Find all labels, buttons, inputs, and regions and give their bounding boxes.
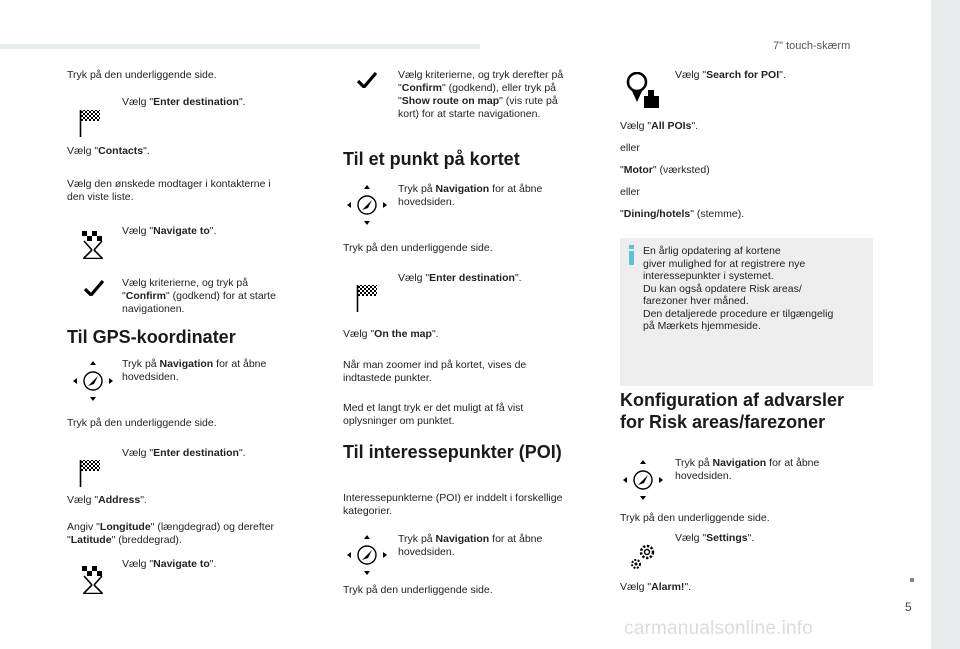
instruction-text: Tryk på den underliggende side. — [67, 69, 217, 81]
checkmark-icon — [357, 72, 377, 88]
step-enter-destination: Vælg "Enter destination". — [398, 272, 522, 284]
step-confirm-or-show-route: Vælg kriterierne, og tryk derefter på "Confirm" (godkend), eller tryk på "Show route on map" (vis rute på kort) for at starte navigationen. — [398, 69, 564, 120]
navigation-arrows-icon — [622, 459, 664, 501]
step-tap-navigation: Tryk på Navigation for at åbne hovedsiden. — [675, 457, 820, 482]
navigation-arrows-icon — [72, 360, 114, 402]
step-confirm: Vælg kriterierne, og tryk på "Confirm" (godkend) for at starte navigationen. — [122, 277, 276, 315]
heading-point-on-map: Til et punkt på kortet — [343, 149, 520, 169]
navigation-arrows-icon — [346, 184, 388, 226]
page-marker — [910, 578, 914, 582]
step-alarm: Vælg "Alarm!". — [620, 581, 692, 593]
checkmark-icon — [84, 280, 104, 296]
header-rule — [0, 44, 480, 49]
heading-gps-coordinates: Til GPS-koordinater — [67, 327, 236, 347]
instruction-text: Tryk på den underliggende side. — [67, 417, 217, 429]
instruction-text: Interessepunkterne (POI) er inddelt i forskellige kategorier. — [343, 492, 563, 517]
step-navigate-to: Vælg "Navigate to". — [122, 225, 217, 237]
instruction-text: Tryk på den underliggende side. — [620, 512, 770, 524]
checkered-flag-icon — [356, 284, 378, 312]
step-longitude-latitude: Angiv "Longitude" (længdegrad) og derefter "Latitude" (breddegrad). — [67, 521, 275, 546]
step-all-pois: Vælg "All POIs". — [620, 120, 699, 132]
instruction-text: Tryk på den underliggende side. — [343, 584, 493, 596]
checkered-flag-icon — [79, 459, 101, 487]
step-contacts: Vælg "Contacts". — [67, 145, 150, 157]
step-enter-destination: Vælg "Enter destination". — [122, 96, 246, 108]
checkered-flag-icon — [79, 109, 101, 137]
hourglass-icon — [81, 231, 105, 259]
heading-poi: Til interessepunkter (POI) — [343, 442, 562, 462]
step-tap-navigation: Tryk på Navigation for at åbne hovedsiden. — [398, 533, 543, 558]
instruction-text: Tryk på den underliggende side. — [343, 242, 493, 254]
poi-search-icon — [624, 72, 660, 110]
info-icon — [629, 245, 634, 265]
step-settings: Vælg "Settings". — [675, 532, 755, 544]
info-note-text: En årlig opdatering af kortene giver mulighed for at registrere nye interessepunkter i systemet. Du kan også opdatere Risk areas/ farezoner hver måned. Den detaljerede procedure er tilgængelig på Mærkets hjemmeside. — [643, 245, 834, 332]
step-tap-navigation: Tryk på Navigation for at åbne hovedsiden. — [122, 358, 267, 383]
step-motor: "Motor" (værksted) — [620, 164, 710, 176]
step-enter-destination: Vælg "Enter destination". — [122, 447, 246, 459]
instruction-text: Med et langt tryk er det muligt at få vist oplysninger om punktet. — [343, 402, 524, 427]
step-dining-hotels: "Dining/hotels" (stemme). — [620, 208, 745, 220]
gears-icon — [629, 541, 659, 571]
step-address: Vælg "Address". — [67, 494, 147, 506]
heading-risk-areas-config: Konfiguration af advarsler for Risk areas/farezoner — [620, 390, 845, 432]
navigation-arrows-icon — [346, 534, 388, 576]
step-on-the-map: Vælg "On the map". — [343, 328, 439, 340]
side-tab — [931, 0, 960, 649]
instruction-text: Når man zoomer ind på kortet, vises de indtastede punkter. — [343, 359, 527, 384]
step-tap-navigation: Tryk på Navigation for at åbne hovedsiden. — [398, 183, 543, 208]
info-note — [620, 238, 873, 386]
hourglass-icon — [81, 566, 105, 594]
step-navigate-to: Vælg "Navigate to". — [122, 558, 217, 570]
text-or: eller — [620, 142, 640, 154]
step-search-for-poi: Vælg "Search for POI". — [675, 69, 786, 81]
text-or: eller — [620, 186, 640, 198]
instruction-text: Vælg den ønskede modtager i kontakterne i den viste liste. — [67, 178, 271, 203]
chapter-title: 7" touch-skærm — [773, 40, 851, 52]
watermark: carmanualsonline.info — [624, 618, 814, 639]
page-number: 5 — [905, 600, 912, 614]
